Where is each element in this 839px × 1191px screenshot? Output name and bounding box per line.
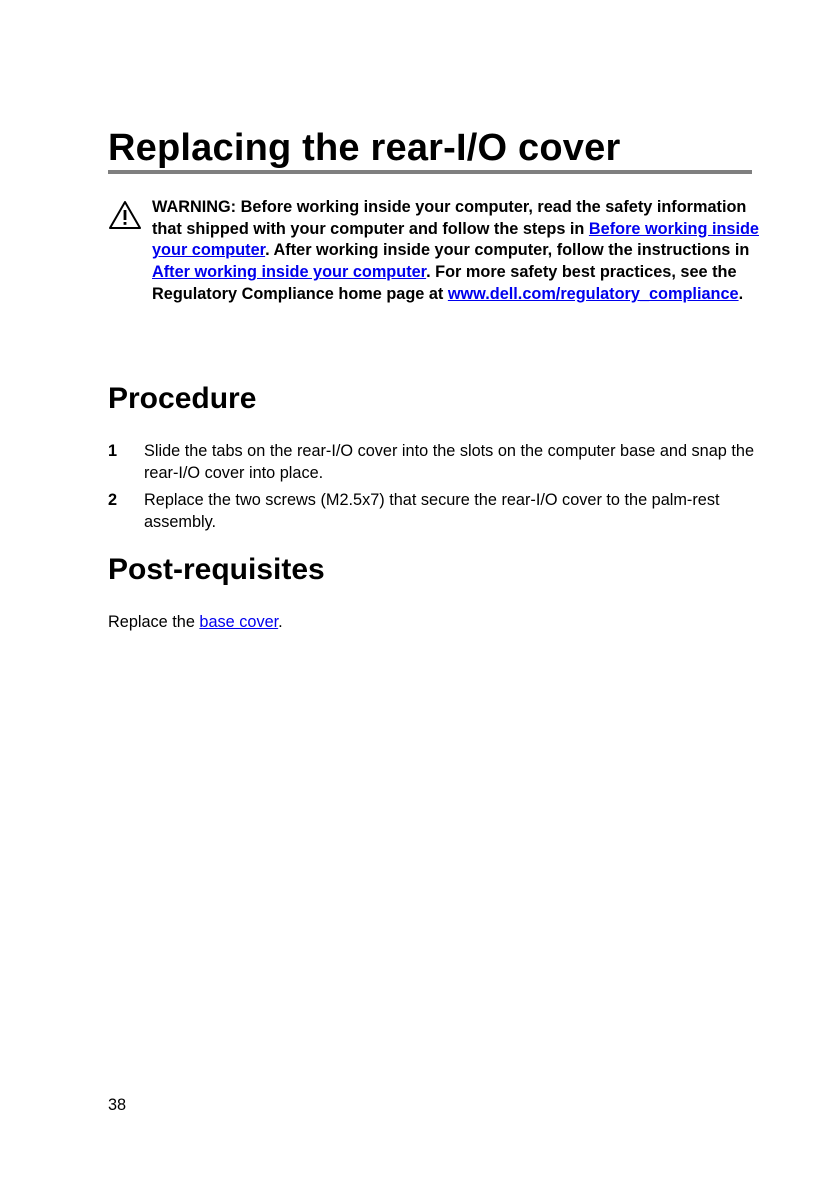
step-text: Slide the tabs on the rear-I/O cover into the slots on the computer base and snap the rear-I/O cover into place.	[144, 442, 755, 482]
warning-message	[152, 197, 762, 306]
page-title: Replacing the rear-I/O cover	[108, 127, 621, 169]
step-text: Replace the two screws (M2.5x7) that secure the rear-I/O cover to the palm-rest assembly.	[144, 491, 720, 531]
regulatory-compliance-link[interactable]: www.dell.com/regulatory_compliance	[447, 284, 739, 303]
warning-text-part-3: . For more safety best practices, see the Regulatory Compliance home page at	[152, 263, 737, 303]
warning-text-part-1: WARNING: Before working inside your computer, read the safety information that shipped with your computer and follow the steps in	[152, 198, 747, 238]
procedure-steps-list	[108, 440, 758, 538]
post-text-after: .	[278, 613, 283, 631]
post-requisites-text	[108, 611, 283, 633]
after-working-inside-link[interactable]: After working inside your computer	[152, 263, 427, 282]
procedure-heading: Procedure	[108, 382, 257, 415]
procedure-step-2	[108, 489, 758, 533]
post-requisites-heading: Post-requisites	[108, 553, 325, 586]
base-cover-link[interactable]: base cover	[199, 613, 279, 631]
warning-triangle-icon	[108, 200, 142, 230]
step-number: 2	[108, 491, 118, 509]
title-underline-rule	[108, 170, 752, 174]
warning-text-part-2: . After working inside your computer, follow the instructions in	[265, 241, 750, 260]
post-text-before: Replace the	[108, 613, 200, 631]
procedure-step-1	[108, 440, 758, 484]
warning-text-part-4: .	[738, 284, 744, 303]
page-number: 38	[108, 1096, 127, 1114]
before-working-inside-link[interactable]: Before working inside your computer	[152, 219, 759, 260]
step-number: 1	[108, 442, 118, 460]
